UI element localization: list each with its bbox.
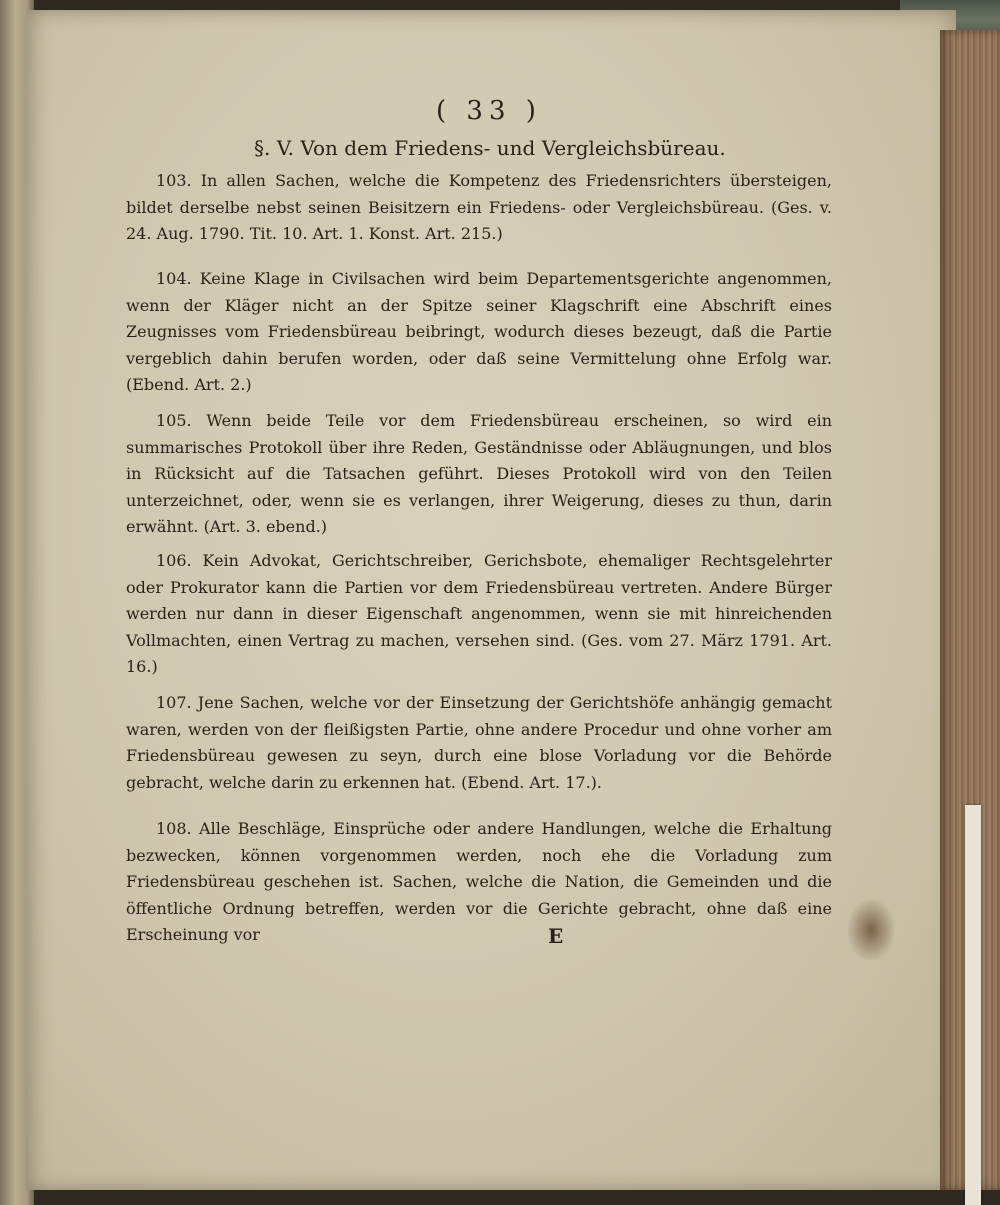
paragraph-107 <box>126 690 832 796</box>
paragraph-number: 105. <box>156 411 192 430</box>
signature-mark: E <box>548 924 564 948</box>
paragraph-108 <box>126 816 832 949</box>
paragraph-number: 108. <box>156 819 192 838</box>
paragraph-text: Jene Sachen, welche vor der Einsetzung der Gerichtshöfe anhängig gemacht waren, werden von der fleißigsten Partie, ohne andere Procedur und ohne vorher am Friedensbüreau gewesen zu seyn, durch eine blose Vorladung vor die Behörde gebracht, welche darin zu erkennen hat. (Ebend. Art. 17.). <box>126 693 833 792</box>
paragraph-103 <box>126 168 832 248</box>
paragraph-text: Alle Beschläge, Einsprüche oder andere Handlungen, welche die Erhaltung bezwecken, können vorgenommen werden, noch ehe die Vorladung zum Friedensbüreau geschehen ist. Sachen, welche die Nation, die Gemeinden und die öffentliche Ordnung betreffen, werden vor die Gerichte gebracht, ohne daß eine Erscheinung vor <box>126 819 832 944</box>
paragraph-number: 106. <box>156 551 192 570</box>
paragraph-text: Wenn beide Teile vor dem Friedensbüreau erscheinen, so wird ein summarisches Protokoll über ihre Reden, Geständnisse oder Abläugnungen, und blos in Rücksicht auf die Tatsachen geführt. Dieses Protokoll wird von den Teilen unterzeichnet, oder, wenn sie es verlangen, ihrer Weigerung, dieses zu thun, darin erwähnt. (Art. 3. ebend.) <box>126 411 832 536</box>
paper-slip <box>965 805 981 1205</box>
paragraph-105 <box>126 408 832 541</box>
paragraph-number: 104. <box>156 269 192 288</box>
paragraph-text: In allen Sachen, welche die Kompetenz des Friedensrichters übersteigen, bildet derselbe nebst seinen Beisitzern ein Friedens- oder Vergleichsbüreau. (Ges. v. 24. Aug. 1790. Tit. 10. Art. 1. Konst. Art. 215.) <box>126 171 832 243</box>
paragraph-text: Keine Klage in Civilsachen wird beim Departementsgerichte angenommen, wenn der Kläger nicht an der Spitze seiner Klagschrift eine Abschrift eines Zeugnisses vom Friedensbüreau beibringt, wodurch dieses bezeugt, daß die Partie vergeblich dahin berufen worden, oder daß seine Vermittelung ohne Erfolg war. (Ebend. Art. 2.) <box>126 269 832 394</box>
book-page <box>26 10 956 1190</box>
paragraph-number: 103. <box>156 171 192 190</box>
paragraph-text: Kein Advokat, Gerichtschreiber, Gerichsbote, ehemaliger Rechtsgelehrter oder Prokurator kann die Partien vor dem Friedensbüreau vertreten. Andere Bürger werden nur dann in dieser Eigenschaft angenommen, wenn sie mit hinreichenden Vollmachten, einen Vertrag zu machen, versehen sind. (Ges. vom 27. März 1791. Art. 16.) <box>126 551 832 676</box>
paragraph-106 <box>126 548 832 681</box>
section-heading: §. V. Von dem Friedens- und Vergleichsbüreau. <box>254 136 726 160</box>
paragraph-number: 107. <box>156 693 192 712</box>
paragraph-104 <box>126 266 832 399</box>
page-number: ( 33 ) <box>436 96 542 126</box>
foxing-stain <box>848 900 894 960</box>
